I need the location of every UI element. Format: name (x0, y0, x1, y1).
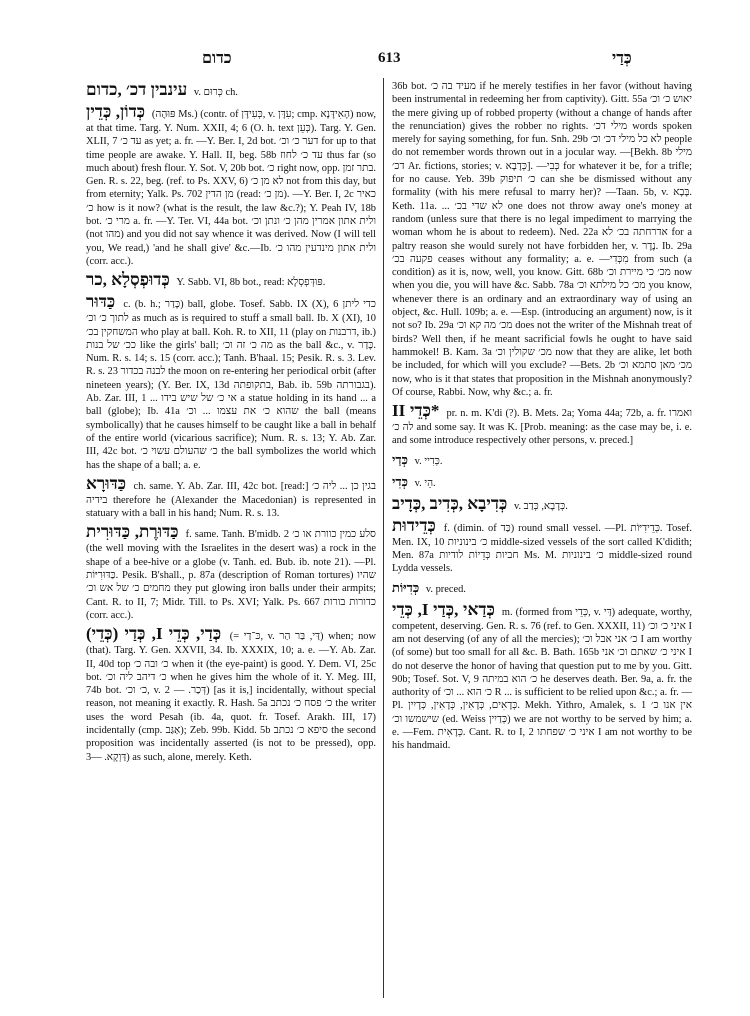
entry-headword: כְּדוֹן, כְּדֵין (86, 102, 146, 121)
page-number: 613 (378, 50, 401, 66)
entry-text: v. preced. (425, 583, 466, 595)
entry-text: v. כְּדָבָא, כְּדַב. (513, 500, 568, 512)
dictionary-entry (392, 516, 692, 576)
entry-text: 36b bot. מעיד בה כ׳ if he merely testifies in her favor (without having been instrumental in redeeming her from captivity). Gitt. 55a יאוש כ׳ וכ׳ the mere giving up of robbed property (without a change of hands after the renunciation) gives the robber no rights. מילי דכ׳ words spoken merely for saying something, for fun. Snh. 29b לא כל מילי דכ׳ וכ׳ people do not remember words thrown out in a jocular way. —[Bekh. 8b מילי דכ׳ Ar. fictions, stories; v. כְּדָבָא]. —כְּבִי for whatever it be, for a trifle; for no cause. Yeb. 39b כ׳ תיפוק can she be dismissed without any formality (with his mere refusal to marry her)? —Taan. 5b, v. בָּבָא. Keth. 11a. ... לא שדי בכ׳ one does not throw away one's money at random (unless sure that there is no legal impediment to marrying the woman whom he is about to redeem). Ned. 22a אדרחתה בכ׳ לא for a paltry reason she would surely not have forbidden her, v. נֶדֶר. Ib. 29a פקעה בכ׳ ceases without any formality; a. e. —מִכְּדִי from such (a condition) as it is, now, well, you know. Gitt. 68b מכ׳ כי מיירת וכ׳ now when you die, you will have &c. Sabb. 78a מכ׳ כל מילתא וכ׳ you know, whenever there is an ordinary and an extraordinary way of using an object, &c. Hull. 109b; a. e. —Esp. (introducing an argument) now, is it not so? Ib. 29a מכ׳ מה קא וכ׳ does not the writer of the Mishnah treat of birds? Well then, if he meant sacrificial fowls he ought to have said hammokel! B. Kam. 3a מכ׳ שקולין וכ׳ now that they are alike, let both be included, for which will you exclude? —Bets. 2b מכ׳ מאן סתמא וכ׳ now, who is it that states that proposition in the Mishnah anonymously? Of course, Rabbi. Now, why &c.; a. fr. (392, 81, 693, 398)
entry-headword: כְּדִי (392, 473, 409, 489)
entry-headword: כְּדוּפְסְלָא ,כר (86, 270, 170, 290)
entry-text: m. (formed from כְּדֵי, v. דַּי) adequate, worthy, competent, deserving. Gen. R. s. 76 (ref. to Gen. XXXII, 11) איני כ׳ וכ׳ I am not deserving (of any of all the mercies); כ׳ אני אבל וכ׳ I am worthy (of some) but too small for all &c. B. Bath. 165b איני כ׳ שאתם וכ׳ אני I do not deserve the honor of having that question put to me by you. Gitt. 90b; Tosef. Sot. V, 9 כ׳ הוא במיתה he deserves death. Ber. 9a, a. fr. the authority of כ׳ הוא ... וכ׳ R ... is sufficient to be relied upon &c.; a. fr. —Pl. כְּדָאִים, כְּדָאִין, כְּדָאִין, כְּדָיִין. Mekh. Yithro, Amalek, s. 1 אין אנו כ׳ שישמשו וכ׳ (ed. Weiss כְּדַיִין) we are not worthy to be served by him; a. e. —Fem. כְּדָאִית. Cant. R. to I, 2 איני כ׳ שפחתו I am not worthy to be his handmaid. (392, 606, 692, 752)
dictionary-entry (392, 472, 692, 492)
dictionary-entry (86, 624, 376, 764)
dictionary-entry (86, 522, 376, 622)
entry-text: f. (dimin. of כַּד) round small vessel. —Pl. כְּדֵידִיּוֹת. Tosef. Men. IX, 10 כ׳ בינוניות middle-sized vessels of the sort called K'didith; Men. 87a חביות כְּדֵיוֹת לודיות Ms. M. כ׳ בינוניות middle-sized round Lydda vessels. (392, 522, 692, 575)
dictionary-entry (392, 578, 692, 598)
dictionary-entry (392, 450, 692, 470)
entry-text: (= כּ־דַי, v. דַּי, בַּר הַר) when; now (that). Targ. Y. Gen. XXVII, 34. Ib. XXXIX, 10; a. e. —Y. Ab. Zar. II, 40d top כ׳ ובה כ׳ when it (the eye-paint) is good. Y. Dem. VI, 25c bot. כ׳ דיהב ליה וכ׳ when he gives him the whole of it. Y. Meg. III, 74b bot. כ׳ וכ׳, v. דְּכַר. — 2) [as it is,] incidentally, without special reason, not meaning it exactly. R. Hash. 5a כ׳ פסח כ׳ נכתב the writer uses the word Pesah (ib. 4a, quot. fr. Tosef. Arakh. III, 17) incidentally (cmp. אַגַּב); Zeb. 99b. Kidd. 5b סיפא כ׳ נכתב the second proposition was incidentally asserted (is not to be pressed), opp. דַּוְקָא. —3) as such, alone, merely. Keth. (86, 631, 376, 763)
entry-text: v. כְּרוּם ch. (193, 87, 238, 98)
left-column (86, 80, 376, 766)
entry-headword: כְּדַי (392, 451, 409, 467)
dictionary-entry (86, 270, 376, 290)
entry-headword: כַּדּוּרֶת, כַּדּוּרִית (86, 522, 179, 542)
dictionary-entry-continuation (392, 80, 692, 399)
header-right-catchword: כְּדַי (612, 50, 632, 67)
entry-headword: כְּדִיּוֹת (392, 579, 420, 595)
page-header (82, 50, 712, 72)
entry-text: ch. same. Y. Ab. Zar. III, 42c bot. [read:] בגין כן ... ליה כ׳ בידיה therefore he (Alexander the Macedonian) is represented in statuary with a ball in his hand; Num. R. s. 13. (86, 480, 376, 520)
entry-headword: כְּדַאי ,כְּדַי I, כְּדֵי (392, 599, 495, 619)
column-divider (383, 78, 384, 998)
entry-headword: כְּדִיבָא ,כְּדִיב ,כְּדָיב (392, 493, 508, 513)
entry-text: v. הֵי. (414, 477, 436, 489)
entry-headword: עינבין דכ׳ ,כדום (86, 80, 188, 99)
dictionary-entry (86, 292, 376, 472)
entry-headword: כַּדּוּר (86, 292, 116, 312)
entry-headword: כְּדַי, כְּדֵי I, כְּדַי (כְּדֵי) (86, 624, 222, 644)
entry-text: (פּוּהֶה Ms.) (contr. of כְּעִידָּן, v. עִדָּן; cmp. הָאִידָּנָא) now, at that time. Targ. Y. Num. XXII, 4; 6 (O. h. text כְּעֵן). Targ. Y. Gen. XLII, 7 עד כ׳ as yet; a. fr. —Y. Ber. I, 2d bot. דער כ׳ וכ׳ for up to that time people are awake. Y. Hall. II, beg. 58b עד כ׳ לחוז thus far (so much about) fresh flour. Y. Sot. V, 20b bot. כ׳ right now, opp. בתר זמן. Gen. R. s. 22, beg. (ref. to Ps. XXV, 6) לא מן כ׳ not from this day, but from eternity; Yalk. Ps. 702 מן הדין (read: מן כ׳). —Y. Ber. I, 2c כאיר כ׳ how is it now? (what is the result, the law &c.?); Y. Peah IV, 18b bot. מרי כ׳ a. fr. —Y. Ter. VI, 44a bot. ולית אתון אמרין מהן כ׳ ונתן וכ׳ (not מהו) and you did not say whence it was derived. Now (I will tell you, We read,) 'and he shall give' &c.—Ib. ולית אתון מינדעין מהו כ׳ (corr. acc.). (86, 109, 377, 267)
dictionary-entry (392, 401, 692, 448)
dictionary-entry (392, 494, 692, 514)
right-column (392, 80, 692, 755)
entry-text: c. (b. h.; כָּדַר) ball, globe. Tosef. Sabb. IX (X), 6 כדי ליתן לתוך כ׳ וכ׳ as much as is required to stuff a small ball. Ib. X (XI), 10 המשחקין בכ׳ who play at ball. Koh. R. to XII, 11 (play on דרבנות, ib.) ככ׳ של בנות like the girls' ball; מה כ׳ זה וכ׳ as the ball &c., v. כָּדַר. Num. R. s. 14; s. 15 (corr. acc.); Tanh. B'haal. 15; Pesik. R. s. 3. Lev. R. s. 23 לבנה בכדור the moon on re-entering her periodical orbit (after nineteen years); (Y. Ber. IX, 13d בתקופתה, Bab. ib. 59b בגבורתה). Ab. Zar. III, 1 ... אי כ׳ של שיש בידו a statue holding in its hand ... a ball (globe); Ib. 41a שהוא כ׳ את עצמו ... וכ׳ the ball (means symbolically) that he causes himself to be caught like a ball in behalf of the entire world (vicarious sacrifice); Num. R. s. 13; Y. Ab. Zar. III, 42c bot. כ׳ שהעולם עשוי כ׳ the ball symbolizes the world which has the shape of a ball; a. e. (86, 299, 376, 471)
entry-text: pr. n. m. K'di (?). B. Mets. 2a; Yoma 44a; 72b, a. fr. ואמרו לה כ׳ and some say. It was K. [Prob. meaning: as the case may be, i. e. and some introduce respectively other persons, v. preced.] (392, 408, 692, 447)
entry-text: f. same. Tanh. B'midb. 2 סלע כמין כוורת או כ׳ (the well moving with the Israelites in the desert was) a rock in the shape of a bee-hive or a globe (v. Tanh. ed. Bub. ib. note 21). —Pl. כַּדּוּרִיּוֹת. Pesik. B'shall., p. 87a (description of Roman tortures) שהיו מחמים כ׳ של אש וכ׳ they put glowing iron balls under their armpits; Cant. R. to II, 7; Midr. Till. to Ps. XVI; Yalk. Ps. 667 כדורות בורות (corr. acc.). (86, 529, 377, 621)
dictionary-entry (86, 474, 376, 521)
header-left-catchword: כדום (202, 50, 232, 67)
dictionary-entry (86, 80, 376, 100)
entry-text: v. כְּדִיי. (414, 455, 443, 467)
entry-headword: כְּדֵידוּת (392, 515, 436, 535)
entry-headword: כַּדּוּרָא (86, 473, 127, 493)
dictionary-entry (86, 102, 376, 268)
dictionary-entry (392, 600, 692, 753)
entry-text: Y. Sabb. VI, 8b bot., read: פּוּדְּפְסְלָא. (176, 277, 326, 289)
entry-headword: *כְּדֵי II (392, 401, 440, 421)
